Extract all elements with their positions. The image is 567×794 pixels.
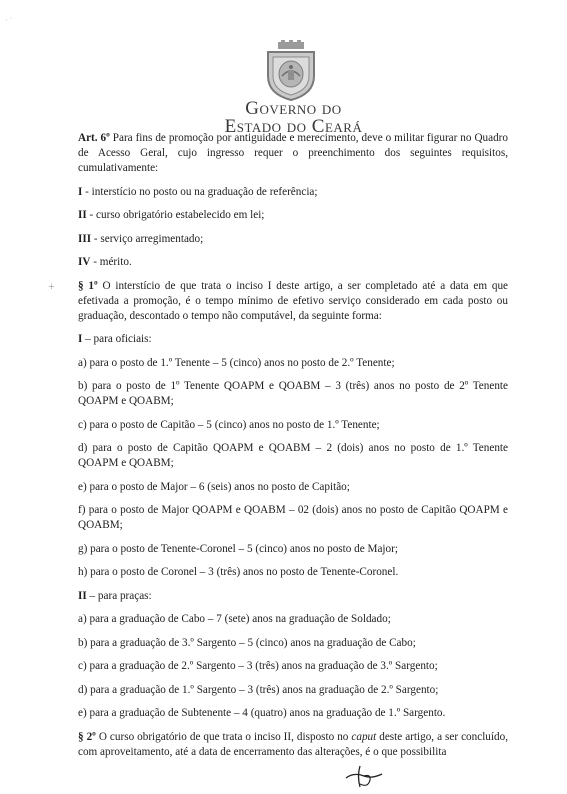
list-item: e) para o posto de Major – 6 (seis) anos no posto de Capitão; bbox=[78, 480, 350, 493]
scan-specks: · ˙ bbox=[5, 16, 13, 25]
list-item: c) para o posto de Capitão – 5 (cinco) anos no posto de 1.º Tenente; bbox=[78, 418, 380, 431]
requirement-text: - interstício no posto ou na graduação de referência; bbox=[82, 185, 318, 198]
requirement-1 bbox=[78, 185, 508, 200]
paragraph-label: § 2º bbox=[78, 730, 96, 743]
list-item: f) para o posto de Major QOAPM e QOABM – 02 (dois) anos no posto de Capitão QOAPM e QOABM; bbox=[78, 504, 508, 531]
margin-mark: + bbox=[48, 279, 55, 293]
section-text: – para praças: bbox=[86, 589, 152, 602]
list-item: h) para o posto de Coronel – 3 (três) anos no posto de Tenente-Coronel. bbox=[78, 566, 399, 578]
list-item: d) para o posto de Capitão QOAPM e QOABM – 2 (dois) anos no posto de 1.º Tenente QOAPM e QOABM; bbox=[78, 442, 508, 469]
government-title-line1: Governo do bbox=[245, 98, 342, 119]
list-item: b) para a graduação de 3.º Sargento – 5 (cinco) anos na graduação de Cabo; bbox=[78, 636, 416, 649]
requirement-3 bbox=[78, 232, 508, 247]
government-title-line2: Estado do Ceará bbox=[224, 116, 363, 137]
paragraph-2 bbox=[78, 730, 508, 760]
requirement-2 bbox=[78, 208, 508, 223]
article-label: Art. 6º bbox=[78, 132, 110, 144]
enlisted-heading bbox=[78, 589, 508, 604]
paragraph-label: § 1º bbox=[78, 279, 98, 292]
paragraph-text: deste artigo, a ser concluído, com aproveitamento, até a data de encerramento das alterações, é o que possibilita bbox=[78, 730, 508, 758]
handwritten-initials-signature bbox=[340, 762, 390, 790]
article-text: Para fins de promoção por antiguidade e merecimento, deve o militar figurar no Quadro de Acesso Geral, cujo ingresso requer o preenchimento dos seguintes requisitos, cumulativamente: bbox=[78, 132, 508, 174]
requirement-text: - serviço arregimentado; bbox=[91, 232, 204, 245]
officers-heading bbox=[78, 332, 508, 347]
requirement-label: I bbox=[78, 185, 83, 198]
state-coat-of-arms-seal bbox=[262, 40, 320, 102]
list-item: d) para a graduação de 1.º Sargento – 3 (três) anos na graduação de 2.º Sargento; bbox=[78, 683, 439, 696]
list-item: a) para o posto de 1.º Tenente – 5 (cinco) anos no posto de 2.º Tenente; bbox=[78, 356, 395, 369]
list-item: g) para o posto de Tenente-Coronel – 5 (cinco) anos no posto de Major; bbox=[78, 542, 398, 555]
list-item: c) para a graduação de 2.º Sargento – 3 (três) anos na graduação de 3.º Sargento; bbox=[78, 660, 438, 672]
paragraph-italic-term: caput bbox=[351, 730, 377, 743]
article-6 bbox=[78, 131, 508, 176]
list-item: a) para a graduação de Cabo – 7 (sete) anos na graduação de Soldado; bbox=[78, 613, 391, 625]
list-item: b) para o posto de 1º Tenente QOAPM e QOABM – 3 (três) anos no posto de 2º Tenente QOAPM e QOABM; bbox=[78, 380, 508, 407]
paragraph-text: O interstício de que trata o inciso I deste artigo, a ser completado até a data em que efetivada a promoção, é o tempo mínimo de efetivo serviço considerado em cada posto ou graduação, descontado o tempo não computável, da seguinte forma: bbox=[78, 279, 509, 322]
section-label: II bbox=[78, 589, 87, 602]
paragraph-1 bbox=[78, 279, 508, 324]
requirement-label: II bbox=[78, 209, 87, 221]
list-item: e) para a graduação de Subtenente – 4 (quatro) anos na graduação de 1.º Sargento. bbox=[78, 707, 446, 719]
requirement-text: - mérito. bbox=[90, 256, 132, 268]
section-text: – para oficiais: bbox=[82, 333, 152, 345]
paragraph-text: O curso obrigatório de que trata o inciso II, disposto no bbox=[95, 730, 352, 743]
requirement-4 bbox=[78, 255, 508, 270]
requirement-text: - curso obrigatório estabelecido em lei; bbox=[86, 209, 265, 221]
requirement-label: III bbox=[78, 232, 92, 245]
document-body bbox=[78, 131, 508, 768]
requirement-label: IV bbox=[78, 256, 91, 268]
section-label: I bbox=[78, 333, 83, 345]
